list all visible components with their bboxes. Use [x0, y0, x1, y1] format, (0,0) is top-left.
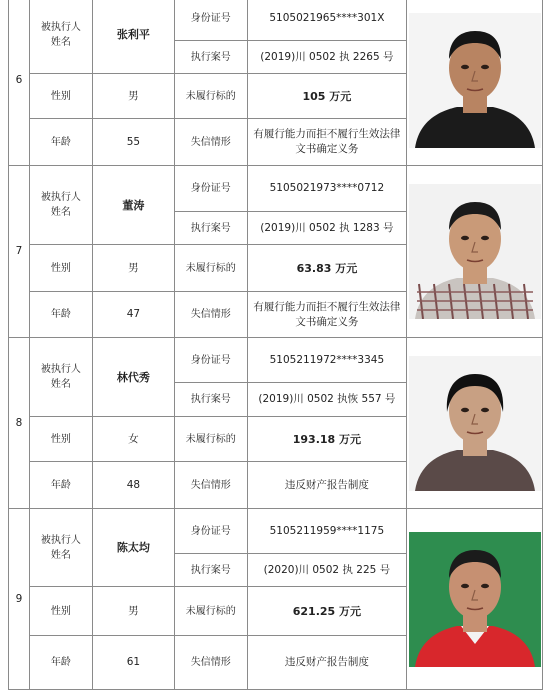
gender-value: 男: [92, 74, 174, 119]
person-photo: [409, 184, 541, 319]
dishonest-description: 有履行能力而拒不履行生效法律文书确定义务: [247, 292, 406, 338]
photo-frame: [409, 184, 541, 319]
unpaid-amount: 105 万元: [247, 74, 406, 119]
photo-frame: [409, 356, 541, 491]
gender-label: 性别: [29, 74, 92, 119]
age-value: 55: [92, 119, 174, 166]
age-label: 年龄: [29, 292, 92, 338]
id-label: 身份证号: [174, 509, 247, 554]
dishonest-description: 违反财产报告制度: [247, 462, 406, 509]
dishonest-label: 失信情形: [174, 292, 247, 338]
gender-value: 女: [92, 417, 174, 462]
unpaid-amount: 193.18 万元: [247, 417, 406, 462]
gender-label: 性别: [29, 245, 92, 292]
person-name: 陈太均: [92, 509, 174, 587]
unpaid-label: 未履行标的: [174, 74, 247, 119]
case-number: (2019)川 0502 执恢 557 号: [247, 383, 406, 417]
case-label: 执行案号: [174, 212, 247, 245]
photo-frame: [409, 532, 541, 667]
name-label: 被执行人 姓名: [29, 509, 92, 587]
case-number: (2020)川 0502 执 225 号: [247, 554, 406, 587]
case-label: 执行案号: [174, 554, 247, 587]
id-label: 身份证号: [174, 338, 247, 383]
unpaid-label: 未履行标的: [174, 245, 247, 292]
person-name: 林代秀: [92, 338, 174, 417]
person-photo: [409, 532, 541, 667]
id-number: 5105211972****3345: [247, 338, 406, 383]
dishonest-description: 违反财产报告制度: [247, 636, 406, 690]
name-label: 被执行人 姓名: [29, 0, 92, 74]
dishonest-persons-table: [8, 0, 543, 690]
photo-cell: [407, 509, 543, 690]
case-label: 执行案号: [174, 41, 247, 74]
unpaid-label: 未履行标的: [174, 587, 247, 636]
dishonest-label: 失信情形: [174, 119, 247, 166]
person-row: [9, 166, 543, 212]
dishonest-label: 失信情形: [174, 462, 247, 509]
photo-frame: [409, 13, 541, 148]
unpaid-amount: 63.83 万元: [247, 245, 406, 292]
photo-cell: [407, 0, 543, 166]
name-label: 被执行人 姓名: [29, 166, 92, 245]
age-value: 47: [92, 292, 174, 338]
age-label: 年龄: [29, 462, 92, 509]
person-row: [9, 338, 543, 383]
name-label: 被执行人 姓名: [29, 338, 92, 417]
person-name: 董涛: [92, 166, 174, 245]
person-number: 9: [9, 509, 30, 690]
person-photo: [409, 356, 541, 491]
person-row: [9, 509, 543, 554]
person-name: 张利平: [92, 0, 174, 74]
photo-cell: [407, 338, 543, 509]
case-number: (2019)川 0502 执 1283 号: [247, 212, 406, 245]
id-number: 5105021965****301X: [247, 0, 406, 41]
gender-label: 性别: [29, 417, 92, 462]
unpaid-amount: 621.25 万元: [247, 587, 406, 636]
person-number: 7: [9, 166, 30, 338]
gender-value: 男: [92, 245, 174, 292]
age-label: 年龄: [29, 119, 92, 166]
dishonest-description: 有履行能力而拒不履行生效法律文书确定义务: [247, 119, 406, 166]
person-number: 8: [9, 338, 30, 509]
photo-cell: [407, 166, 543, 338]
person-row: [9, 0, 543, 41]
id-label: 身份证号: [174, 166, 247, 212]
person-photo: [409, 13, 541, 148]
case-label: 执行案号: [174, 383, 247, 417]
person-number: 6: [9, 0, 30, 166]
unpaid-label: 未履行标的: [174, 417, 247, 462]
id-label: 身份证号: [174, 0, 247, 41]
dishonest-label: 失信情形: [174, 636, 247, 690]
age-label: 年龄: [29, 636, 92, 690]
id-number: 5105021973****0712: [247, 166, 406, 212]
gender-value: 男: [92, 587, 174, 636]
id-number: 5105211959****1175: [247, 509, 406, 554]
age-value: 61: [92, 636, 174, 690]
case-number: (2019)川 0502 执 2265 号: [247, 41, 406, 74]
age-value: 48: [92, 462, 174, 509]
gender-label: 性别: [29, 587, 92, 636]
